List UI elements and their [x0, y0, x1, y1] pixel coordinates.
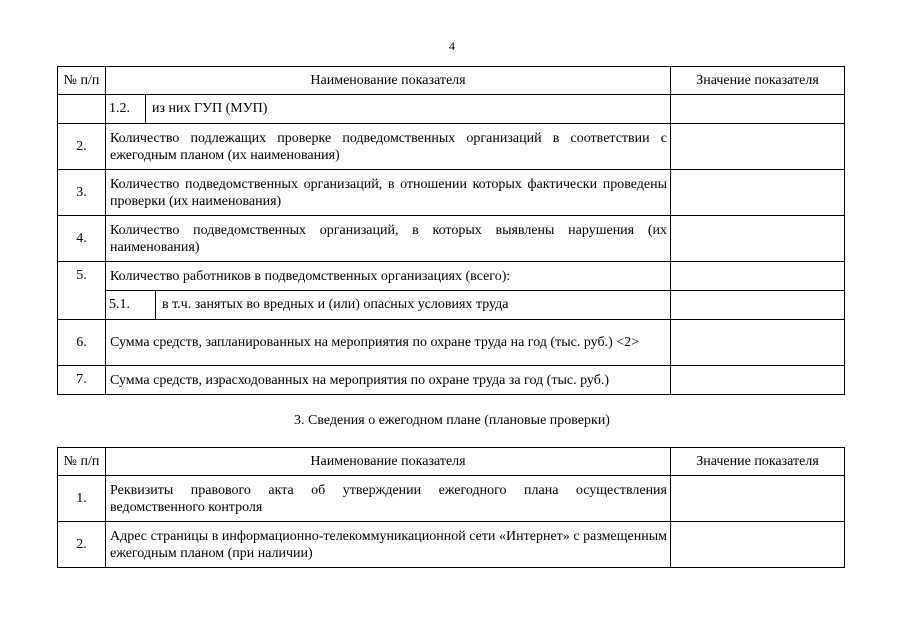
- value-cell[interactable]: [671, 320, 845, 366]
- row-number-cell: [58, 95, 106, 124]
- value-cell[interactable]: [671, 291, 845, 320]
- row-text: Количество работников в подведомственных организациях (всего):: [106, 262, 671, 291]
- row-text: Реквизиты правового акта об утверждении ежегодного плана осуществления ведомственного контроля: [106, 476, 671, 522]
- table-row: [58, 320, 845, 366]
- value-cell[interactable]: [671, 262, 845, 291]
- row-text: из них ГУП (МУП): [152, 101, 268, 116]
- value-cell[interactable]: [671, 476, 845, 522]
- table-row: [58, 262, 845, 291]
- page-number: 4: [449, 39, 455, 53]
- value-cell[interactable]: [671, 124, 845, 170]
- value-cell[interactable]: [671, 216, 845, 262]
- row-name-cell: [106, 291, 671, 320]
- row-text: в т.ч. занятых во вредных и (или) опасных условиях труда: [162, 297, 509, 312]
- row-number: 3.: [58, 170, 106, 216]
- header-value: Значение показателя: [671, 448, 845, 476]
- table-row: [58, 366, 845, 395]
- table-row: [58, 216, 845, 262]
- header-name: Наименование показателя: [106, 448, 671, 476]
- table-row: [58, 522, 845, 568]
- header-num: № п/п: [58, 448, 106, 476]
- row-number: 6.: [58, 320, 106, 366]
- row-number: 1.: [58, 476, 106, 522]
- table-row: [58, 124, 845, 170]
- value-cell[interactable]: [671, 366, 845, 395]
- header-value: Значение показателя: [671, 67, 845, 95]
- row-number: 7.: [58, 366, 106, 395]
- row-text: Количество подведомственных организаций, в которых выявлены нарушения (их наименования): [106, 216, 671, 262]
- row-name-cell: [106, 95, 671, 124]
- row-number: 2.: [58, 522, 106, 568]
- header-num: № п/п: [58, 67, 106, 95]
- table-row: [58, 476, 845, 522]
- row-subnumber: 1.2.: [106, 95, 146, 123]
- row-text: Количество подлежащих проверке подведомственных организаций в соответствии с ежегодным планом (их наименования): [106, 124, 671, 170]
- table-header-row: [58, 67, 845, 95]
- value-cell[interactable]: [671, 95, 845, 124]
- row-text: Сумма средств, израсходованных на мероприятия по охране труда за год (тыс. руб.): [106, 366, 671, 395]
- table-row: [58, 291, 845, 320]
- table-row: [58, 170, 845, 216]
- row-text: Сумма средств, запланированных на мероприятия по охране труда на год (тыс. руб.) <2>: [106, 320, 671, 366]
- value-cell[interactable]: [671, 522, 845, 568]
- table-row: [58, 95, 845, 124]
- row-number: 5.: [58, 262, 106, 320]
- row-number: 4.: [58, 216, 106, 262]
- row-subnumber: 5.1.: [106, 291, 156, 319]
- section-title: 3. Сведения о ежегодном плане (плановые проверки): [294, 413, 610, 428]
- row-text: Адрес страницы в информационно-телекоммуникационной сети «Интернет» с размещенным ежегодным планом (при наличии): [106, 522, 671, 568]
- table-header-row: [58, 448, 845, 476]
- header-name: Наименование показателя: [106, 67, 671, 95]
- value-cell[interactable]: [671, 170, 845, 216]
- annual-plan-table: [57, 447, 845, 568]
- row-number: 2.: [58, 124, 106, 170]
- row-text: Количество подведомственных организаций, в отношении которых фактически проведены проверки (их наименования): [106, 170, 671, 216]
- indicators-table: [57, 66, 845, 395]
